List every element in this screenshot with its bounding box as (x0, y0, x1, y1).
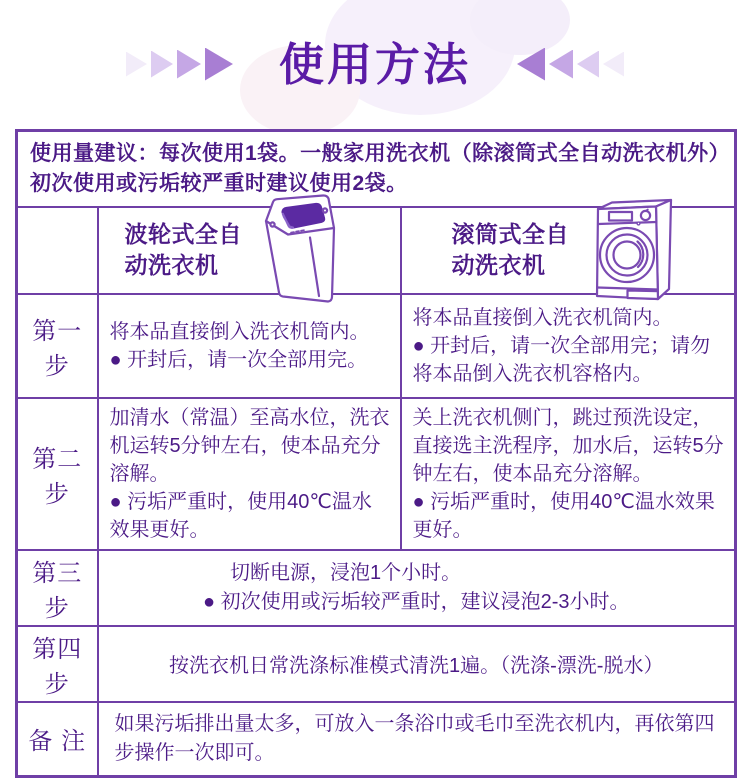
triangle-left-icon (549, 50, 573, 79)
instruction-line: ● 污垢严重时，使用40℃温水效果更好。 (412, 490, 715, 541)
instruction-line: 将本品直接倒入洗衣机筒内。 (412, 306, 673, 329)
col-header-drum-label: 滚筒式全自动洗衣机 (451, 221, 569, 278)
usage-table (15, 129, 737, 778)
triangle-right-icon (151, 51, 173, 78)
step1-pulsator-cell (98, 294, 401, 398)
step4-cell: 按洗衣机日常洗涤标准模式清洗1遍。（洗涤-漂洗-脱水） (98, 626, 736, 702)
instruction-line: ● 开封后，请一次全部用完。 (109, 348, 368, 371)
right-arrows (517, 48, 624, 81)
instruction-line: ● 开封后，请一次全部用完；请勿将本品倒入洗衣机容格内。 (412, 334, 711, 385)
step-label: 第二步 (17, 398, 98, 550)
col-header-pulsator-label: 波轮式全自动洗衣机 (124, 221, 242, 278)
front-load-washer-icon (592, 193, 684, 307)
triangle-right-icon (177, 50, 201, 79)
triangle-left-icon (577, 51, 599, 78)
step-label: 第四步 (17, 626, 98, 702)
instruction-line: 将本品直接倒入洗衣机筒内。 (109, 320, 370, 343)
step2-pulsator-cell (98, 398, 401, 550)
triangle-left-icon (603, 52, 624, 77)
left-arrows (126, 48, 233, 81)
instruction-line: 加清水（常温）至高水位，洗衣机运转5分钟左右，使本品充分溶解。 (109, 406, 390, 485)
corner-cell (17, 207, 98, 294)
remark-cell: 如果污垢排出量太多，可放入一条浴巾或毛巾至洗衣机内，再依第四步操作一次即可。 (98, 702, 736, 777)
triangle-right-icon (126, 52, 147, 77)
triangle-left-icon (517, 48, 545, 81)
remark-label: 备 注 (17, 702, 98, 777)
page-title: 使用方法 (278, 38, 471, 90)
step1-drum-cell (401, 294, 736, 398)
col-header-pulsator (98, 207, 401, 294)
instruction-line: ● 初次使用或污垢较严重时，建议浸泡2-3小时。 (202, 590, 630, 613)
instruction-line: 切断电源，浸泡1个小时。 (229, 561, 462, 584)
top-load-washer-icon (253, 193, 341, 307)
step3-cell (98, 550, 736, 626)
step-label: 第一步 (17, 294, 98, 398)
instruction-line: ● 污垢严重时，使用40℃温水效果更好。 (109, 490, 372, 541)
header (0, 28, 750, 100)
step2-drum-cell (401, 398, 736, 550)
instruction-line: 关上洗衣机侧门，跳过预洗设定，直接选主洗程序，加水后，运转5分钟左右，使本品充分溶解。 (412, 406, 724, 485)
col-header-drum (401, 207, 736, 294)
usage-note: 使用量建议：每次使用1袋。一般家用洗衣机（除滚筒式全自动洗衣机外）初次使用或污垢较严重时建议使用2袋。 (17, 131, 736, 207)
step-label: 第三步 (17, 550, 98, 626)
triangle-right-icon (205, 48, 233, 81)
